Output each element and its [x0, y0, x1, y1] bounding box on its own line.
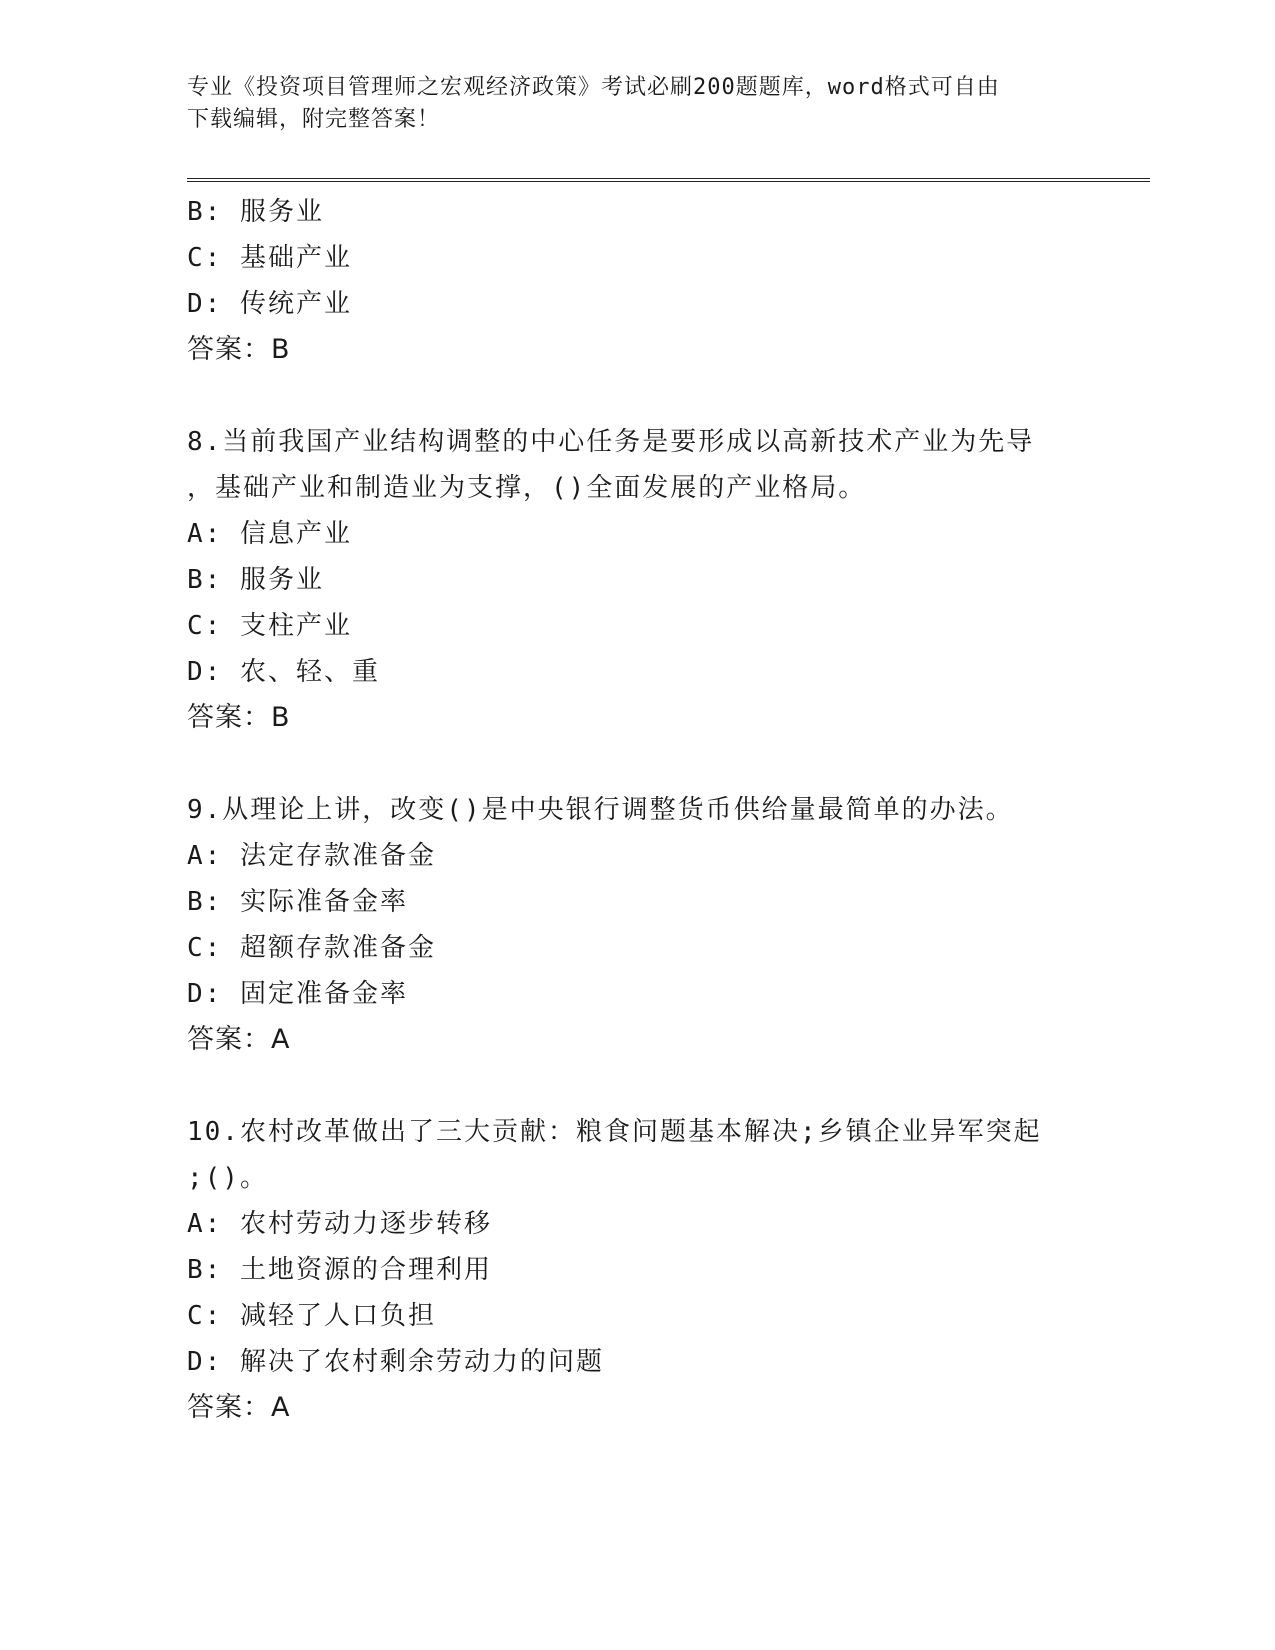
option-d: D: 固定准备金率 — [187, 979, 408, 1009]
answer: 答案：A — [187, 1024, 291, 1055]
option-b: B: 实际准备金率 — [187, 887, 408, 917]
option-c: C: 基础产业 — [187, 243, 352, 273]
question-stem: 10.农村改革做出了三大贡献：粮食问题基本解决;乡镇企业异军突起 — [187, 1117, 1042, 1147]
answer: 答案：B — [187, 702, 291, 733]
option-b: B: 服务业 — [187, 565, 324, 595]
spacer — [187, 373, 1087, 419]
question-10 — [187, 1109, 1087, 1431]
option-a: A: 农村劳动力逐步转移 — [187, 1209, 492, 1239]
question-stem-continued: ;()。 — [187, 1163, 268, 1193]
document-header — [187, 72, 1087, 136]
header-divider — [187, 178, 1150, 182]
answer: 答案：A — [187, 1392, 291, 1423]
question-stem: 8.当前我国产业结构调整的中心任务是要形成以高新技术产业为先导 — [187, 427, 1035, 457]
option-d: D: 解决了农村剩余劳动力的问题 — [187, 1347, 604, 1377]
question-list — [187, 189, 1087, 1431]
answer: 答案：B — [187, 334, 291, 365]
question-7-tail — [187, 189, 1087, 373]
option-b: B: 土地资源的合理利用 — [187, 1255, 492, 1285]
spacer — [187, 741, 1087, 787]
option-c: C: 超额存款准备金 — [187, 933, 436, 963]
header-line-2: 下载编辑，附完整答案！ — [187, 107, 441, 132]
option-c: C: 减轻了人口负担 — [187, 1301, 436, 1331]
option-d: D: 农、轻、重 — [187, 657, 380, 687]
option-c: C: 支柱产业 — [187, 611, 352, 641]
question-9 — [187, 787, 1087, 1063]
question-stem: 9.从理论上讲，改变()是中央银行调整货币供给量最简单的办法。 — [187, 795, 1014, 825]
question-stem-continued: ，基础产业和制造业为支撑，()全面发展的产业格局。 — [187, 473, 867, 503]
option-d: D: 传统产业 — [187, 289, 352, 319]
option-b: B: 服务业 — [187, 197, 324, 227]
spacer — [187, 1063, 1087, 1109]
option-a: A: 法定存款准备金 — [187, 841, 436, 871]
question-8 — [187, 419, 1087, 741]
option-a: A: 信息产业 — [187, 519, 352, 549]
header-line-1: 专业《投资项目管理师之宏观经济政策》考试必刷200题题库，word格式可自由 — [187, 75, 1000, 100]
